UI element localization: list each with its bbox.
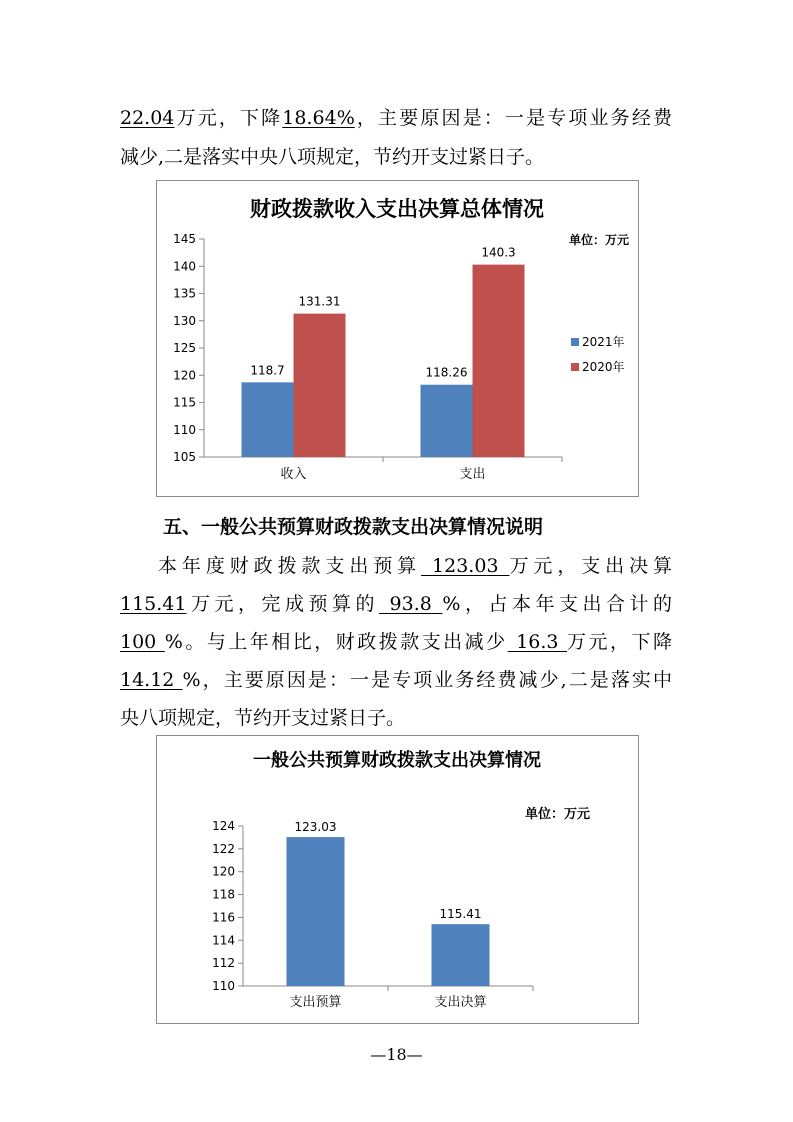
paragraph-line: 115.41万元，完成预算的 93.8 %，占本年支出合计的 <box>120 593 672 615</box>
x-tick-label: 收入 <box>280 467 307 482</box>
share-value: 100 <box>120 631 157 653</box>
chart-public-budget <box>156 735 639 1024</box>
chart-income-expense <box>156 180 639 497</box>
bar <box>432 924 490 986</box>
x-tick-label: 支出决算 <box>434 995 487 1010</box>
percent-value: 18.64% <box>282 107 355 129</box>
completion-value: 93.8 <box>389 593 432 615</box>
bar-value-label: 140.3 <box>481 245 516 260</box>
chart2-svg <box>157 736 638 1023</box>
bar-value-label: 118.26 <box>425 365 468 380</box>
final-value: 115.41 <box>120 593 187 615</box>
bar <box>294 314 346 457</box>
paragraph-line: 22.04万元，下降18.64%，主要原因是：一是专项业务经费 <box>120 107 672 129</box>
y-tick-label: 105 <box>173 450 196 464</box>
y-tick-label: 120 <box>212 864 235 879</box>
bar <box>421 385 473 457</box>
budget-value: 123.03 <box>432 555 499 577</box>
bar-value-label: 118.7 <box>250 363 285 378</box>
legend-label: 2021年 <box>582 335 625 349</box>
bar <box>287 837 345 986</box>
section-heading: 五、一般公共预算财政拨款支出决算情况说明 <box>163 516 544 538</box>
y-tick-label: 120 <box>173 368 196 383</box>
y-tick-label: 110 <box>173 422 196 437</box>
paragraph-line: 14.12 %，主要原因是：一是专项业务经费减少,二是落实中 <box>120 669 672 691</box>
x-tick-label: 支出预算 <box>289 995 342 1010</box>
y-tick-label: 130 <box>173 313 196 328</box>
legend-swatch <box>571 338 579 346</box>
y-tick-label: 114 <box>212 933 235 948</box>
amount-value: 22.04 <box>120 107 175 129</box>
legend-label: 2020年 <box>582 360 625 374</box>
unit-label: 单位：万元 <box>525 807 591 822</box>
y-tick-label: 122 <box>212 841 235 856</box>
page-number: —18— <box>370 1045 423 1064</box>
y-tick-label: 125 <box>173 341 196 355</box>
legend-swatch <box>571 363 579 371</box>
x-tick-label: 支出 <box>459 467 486 482</box>
paragraph-line: 减少,二是落实中央八项规定，节约开支过紧日子。 <box>120 146 545 168</box>
y-tick-label: 116 <box>212 910 235 925</box>
bar-value-label: 123.03 <box>294 820 337 835</box>
unit-label: 单位：万元 <box>569 233 630 247</box>
paragraph-line: 央八项规定，节约开支过紧日子。 <box>120 707 406 729</box>
decrease-value: 16.3 <box>516 631 559 653</box>
y-tick-label: 124 <box>212 819 235 833</box>
chart-title: 财政拨款收入支出决算总体情况 <box>250 197 544 221</box>
y-tick-label: 112 <box>212 956 235 971</box>
y-tick-label: 145 <box>173 232 196 246</box>
y-tick-label: 135 <box>173 286 196 301</box>
bar <box>473 265 525 457</box>
chart1-svg <box>157 181 638 496</box>
bar <box>242 382 294 457</box>
chart-title: 一般公共预算财政拨款支出决算情况 <box>253 750 541 771</box>
paragraph-line: 本年度财政拨款支出预算 123.03 万元，支出决算 <box>158 555 672 577</box>
y-tick-label: 118 <box>212 887 235 902</box>
y-tick-label: 140 <box>173 259 196 274</box>
y-tick-label: 115 <box>173 395 196 410</box>
bar-value-label: 115.41 <box>439 907 482 922</box>
decline-value: 14.12 <box>120 669 175 691</box>
y-tick-label: 110 <box>212 979 235 993</box>
bar-value-label: 131.31 <box>298 294 341 309</box>
paragraph-line: 100 %。与上年相比，财政拨款支出减少 16.3 万元，下降 <box>120 631 672 653</box>
